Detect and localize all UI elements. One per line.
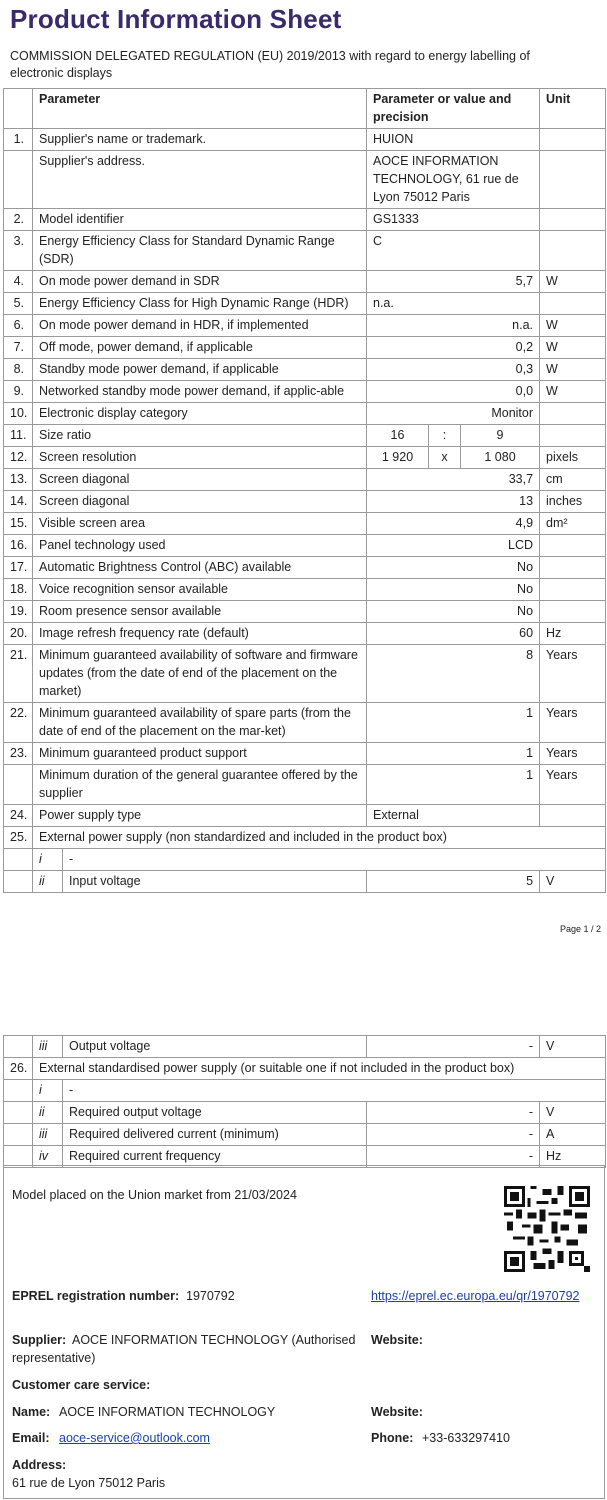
address-value: 61 rue de Lyon 75012 Paris (12, 1476, 166, 1490)
table-row (4, 209, 606, 231)
row-unit (540, 425, 606, 447)
sub-parameter: - (63, 849, 606, 871)
row-number: 20. (4, 623, 33, 645)
row-parameter: Room presence sensor available (33, 601, 367, 623)
sub-index: ii (33, 871, 63, 893)
page-number: Page 1 / 2 (559, 924, 601, 934)
row-unit (540, 557, 606, 579)
row-number (4, 765, 33, 805)
row-value: 1 (367, 743, 540, 765)
row-parameter: Screen diagonal (33, 469, 367, 491)
blank-cell (4, 1036, 33, 1058)
row-parameter: External power supply (non standardized and included in the product box) (33, 827, 606, 849)
sub-row (4, 849, 606, 871)
regulation-subtitle: COMMISSION DELEGATED REGULATION (EU) 2019/2013 with regard to energy labelling of electronic displays (10, 49, 530, 80)
header-parameter: Parameter (33, 89, 367, 129)
table-row (4, 535, 606, 557)
phone-value: +33-633297410 (422, 1431, 510, 1445)
row-number: 4. (4, 271, 33, 293)
row-unit: dm² (540, 513, 606, 535)
row-parameter: Screen diagonal (33, 491, 367, 513)
sub-parameter: Input voltage (63, 871, 367, 893)
row-value: n.a. (367, 315, 540, 337)
name-label: Name: (12, 1405, 51, 1419)
row-number: 9. (4, 381, 33, 403)
row-parameter: Visible screen area (33, 513, 367, 535)
row-unit (540, 601, 606, 623)
sub-value: - (367, 1102, 540, 1124)
row-unit (540, 579, 606, 601)
sub-unit: Hz (540, 1146, 606, 1168)
supplier-label: Supplier: (12, 1333, 67, 1347)
row-value: 1 (367, 703, 540, 743)
row-unit (540, 231, 606, 271)
row-value-1: 1 920 (367, 447, 429, 469)
row-parameter: Supplier's address. (33, 151, 367, 209)
row-number: 21. (4, 645, 33, 703)
row-number: 5. (4, 293, 33, 315)
row-value: C (367, 231, 540, 271)
website-label-2: Website: (371, 1405, 423, 1419)
row-separator: : (429, 425, 461, 447)
product-table (3, 88, 606, 893)
row-parameter: Size ratio (33, 425, 367, 447)
row-number: 22. (4, 703, 33, 743)
row-unit (540, 209, 606, 231)
table-row (4, 601, 606, 623)
row-parameter: Electronic display category (33, 403, 367, 425)
row-unit: W (540, 359, 606, 381)
row-parameter: Model identifier (33, 209, 367, 231)
row-parameter: Image refresh frequency rate (default) (33, 623, 367, 645)
row-parameter: Minimum guaranteed product support (33, 743, 367, 765)
table-row (4, 271, 606, 293)
sub-row (4, 1036, 606, 1058)
row-number: 24. (4, 805, 33, 827)
sub-parameter: Output voltage (63, 1036, 367, 1058)
row-value: 4,9 (367, 513, 540, 535)
table-row (4, 491, 606, 513)
row-number: 10. (4, 403, 33, 425)
row-unit (540, 151, 606, 209)
table-row (4, 703, 606, 743)
table-row (4, 151, 606, 209)
header-num-cell (4, 89, 33, 129)
row-parameter: Minimum guaranteed availability of spare parts (from the date of end of the placement on the mar-ket) (33, 703, 367, 743)
row-unit (540, 805, 606, 827)
table-row (4, 403, 606, 425)
row-number: 1. (4, 129, 33, 151)
row-parameter: Power supply type (33, 805, 367, 827)
row-unit: W (540, 381, 606, 403)
table-row (4, 513, 606, 535)
row-unit: W (540, 271, 606, 293)
row-unit (540, 293, 606, 315)
address-label: Address: (12, 1458, 67, 1472)
row-value: HUION (367, 129, 540, 151)
row-unit: pixels (540, 447, 606, 469)
email-label: Email: (12, 1431, 50, 1445)
sub-parameter: Required output voltage (63, 1102, 367, 1124)
row-number: 3. (4, 231, 33, 271)
row-value-2: 9 (461, 425, 540, 447)
table-row (4, 231, 606, 271)
row-parameter: External standardised power supply (or suitable one if not included in the product box) (33, 1058, 606, 1080)
table-row (4, 425, 606, 447)
table-row (4, 765, 606, 805)
sub-unit: V (540, 1036, 606, 1058)
row-value: 5,7 (367, 271, 540, 293)
sub-unit: V (540, 1102, 606, 1124)
row-number: 6. (4, 315, 33, 337)
sub-row (4, 1102, 606, 1124)
row-value: 0,0 (367, 381, 540, 403)
row-unit: Years (540, 765, 606, 805)
sub-row (4, 1080, 606, 1102)
row-number: 13. (4, 469, 33, 491)
table-row (4, 645, 606, 703)
row-number: 23. (4, 743, 33, 765)
row-value: No (367, 579, 540, 601)
blank-cell (4, 849, 33, 871)
row-unit: inches (540, 491, 606, 513)
sub-value: - (367, 1124, 540, 1146)
supplier-info-box (3, 1165, 605, 1499)
row-number: 25. (4, 827, 33, 849)
row-parameter: On mode power demand in HDR, if implemented (33, 315, 367, 337)
table-row (4, 805, 606, 827)
table-row (4, 381, 606, 403)
row-value: 8 (367, 645, 540, 703)
row-number: 7. (4, 337, 33, 359)
row-unit: Years (540, 645, 606, 703)
row-parameter: On mode power demand in SDR (33, 271, 367, 293)
row-value: GS1333 (367, 209, 540, 231)
row-parameter: Standby mode power demand, if applicable (33, 359, 367, 381)
sub-row (4, 1124, 606, 1146)
row-value: External (367, 805, 540, 827)
row-unit: cm (540, 469, 606, 491)
row-number: 8. (4, 359, 33, 381)
row-number: 2. (4, 209, 33, 231)
row-unit (540, 403, 606, 425)
sub-unit: A (540, 1124, 606, 1146)
sub-parameter: Required current frequency (63, 1146, 367, 1168)
table-row (4, 579, 606, 601)
row-number: 26. (4, 1058, 33, 1080)
row-parameter: Automatic Brightness Control (ABC) available (33, 557, 367, 579)
sub-index: i (33, 1080, 63, 1102)
table-row (4, 293, 606, 315)
table-row (4, 447, 606, 469)
row-value: n.a. (367, 293, 540, 315)
row-parameter: Voice recognition sensor available (33, 579, 367, 601)
row-number: 15. (4, 513, 33, 535)
sub-parameter: Required delivered current (minimum) (63, 1124, 367, 1146)
sub-index: iii (33, 1124, 63, 1146)
header-unit: Unit (540, 89, 606, 129)
row-number: 11. (4, 425, 33, 447)
row-parameter: Minimum guaranteed availability of software and firmware updates (from the date of end of the placement on the market) (33, 645, 367, 703)
row-unit (540, 535, 606, 557)
website-label: Website: (371, 1333, 423, 1347)
table-row (4, 469, 606, 491)
eprel-number: 1970792 (186, 1289, 235, 1303)
row-parameter: Screen resolution (33, 447, 367, 469)
sub-value: 5 (367, 871, 540, 893)
row-number: 17. (4, 557, 33, 579)
header-value: Parameter or value and precision (367, 89, 540, 129)
row-parameter: Off mode, power demand, if applicable (33, 337, 367, 359)
row-value: 60 (367, 623, 540, 645)
row-value: No (367, 557, 540, 579)
row-unit: W (540, 337, 606, 359)
table-row (4, 1058, 606, 1080)
market-date: Model placed on the Union market from 21/03/2024 (12, 1188, 297, 1202)
row-number: 16. (4, 535, 33, 557)
row-parameter: Panel technology used (33, 535, 367, 557)
blank-cell (4, 871, 33, 893)
table-header-row (4, 89, 606, 129)
table-row (4, 337, 606, 359)
row-parameter: Supplier's name or trademark. (33, 129, 367, 151)
row-number: 12. (4, 447, 33, 469)
sub-unit: V (540, 871, 606, 893)
row-value-1: 16 (367, 425, 429, 447)
row-unit (540, 129, 606, 151)
row-unit: Years (540, 703, 606, 743)
row-parameter: Energy Efficiency Class for High Dynamic Range (HDR) (33, 293, 367, 315)
row-unit: Hz (540, 623, 606, 645)
row-unit: W (540, 315, 606, 337)
row-separator: x (429, 447, 461, 469)
blank-cell (4, 1080, 33, 1102)
table-row (4, 359, 606, 381)
table-row (4, 557, 606, 579)
qr-code-icon (504, 1186, 590, 1272)
row-number: 14. (4, 491, 33, 513)
sub-index: iii (33, 1036, 63, 1058)
sub-row (4, 871, 606, 893)
phone-label: Phone: (371, 1431, 414, 1445)
row-parameter: Networked standby mode power demand, if applic-able (33, 381, 367, 403)
blank-cell (4, 1102, 33, 1124)
row-parameter: Minimum duration of the general guarantee offered by the supplier (33, 765, 367, 805)
row-value: 0,3 (367, 359, 540, 381)
row-value: 33,7 (367, 469, 540, 491)
customer-care-label: Customer care service: (12, 1378, 151, 1392)
row-number (4, 151, 33, 209)
row-unit: Years (540, 743, 606, 765)
eprel-link[interactable]: https://eprel.ec.europa.eu/qr/1970792 (371, 1289, 580, 1303)
row-value: LCD (367, 535, 540, 557)
row-value: Monitor (367, 403, 540, 425)
row-value: No (367, 601, 540, 623)
sub-value: - (367, 1146, 540, 1168)
sub-index: ii (33, 1102, 63, 1124)
row-number: 18. (4, 579, 33, 601)
table-row (4, 827, 606, 849)
table-row (4, 623, 606, 645)
page-title: Product Information Sheet (10, 4, 342, 34)
sub-index: iv (33, 1146, 63, 1168)
table-row (4, 315, 606, 337)
row-number: 19. (4, 601, 33, 623)
row-value: 0,2 (367, 337, 540, 359)
blank-cell (4, 1124, 33, 1146)
sub-value: - (367, 1036, 540, 1058)
sub-index: i (33, 849, 63, 871)
name-value: AOCE INFORMATION TECHNOLOGY (59, 1405, 276, 1419)
sub-parameter: - (63, 1080, 606, 1102)
row-value: 13 (367, 491, 540, 513)
row-value-2: 1 080 (461, 447, 540, 469)
table-row (4, 743, 606, 765)
email-link[interactable]: aoce-service@outlook.com (59, 1431, 210, 1445)
row-value: 1 (367, 765, 540, 805)
row-value: AOCE INFORMATION TECHNOLOGY, 61 rue de Lyon 75012 Paris (367, 151, 540, 209)
table-row (4, 129, 606, 151)
supplier-value: AOCE INFORMATION TECHNOLOGY (Authorised representative) (12, 1333, 356, 1365)
product-table-continued (3, 1035, 606, 1168)
row-parameter: Energy Efficiency Class for Standard Dynamic Range (SDR) (33, 231, 367, 271)
eprel-label: EPREL registration number: (12, 1289, 180, 1303)
